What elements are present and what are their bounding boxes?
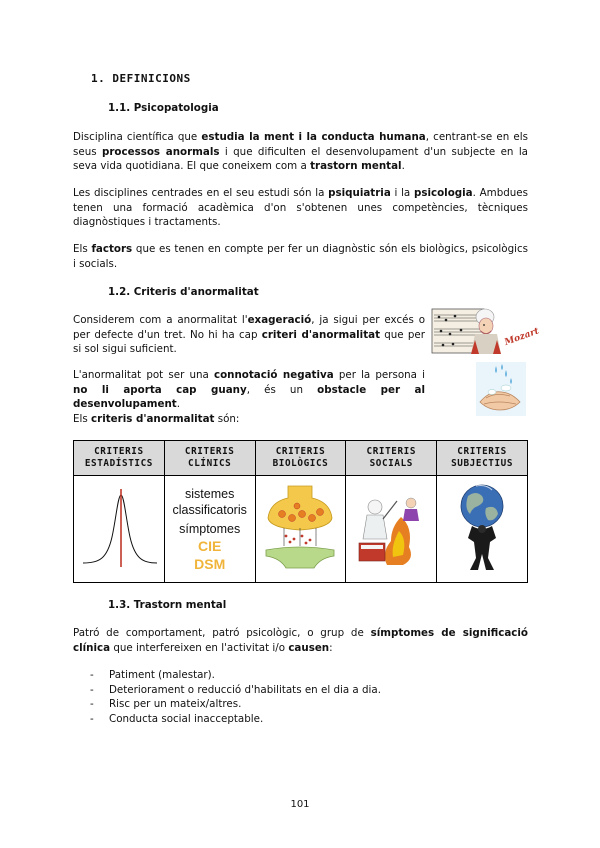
header-biologics: CRITERIS BIOLÒGICS	[255, 441, 346, 476]
page-number: 101	[290, 799, 310, 810]
cell-estadistics	[74, 476, 165, 583]
clinics-line-sistemes: sistemes	[185, 486, 235, 501]
criteria-table-image-row	[74, 476, 528, 583]
paragraph-connotacio: L'anormalitat pot ser una connotació negativa per la persona i no li aporta cap guany, és un obstacle per al desenvolupament.	[73, 369, 425, 411]
clinics-line-classificatoris: classificatoris	[172, 502, 247, 517]
atlas-globe-illustration	[442, 482, 522, 572]
subsection-title-criteris: 1.2. Criteris d'anormalitat	[108, 286, 259, 298]
mozart-caption: Mozart	[503, 326, 541, 348]
cell-biologics	[255, 476, 346, 583]
subsection-title-trastorn: 1.3. Trastorn mental	[108, 599, 227, 611]
list-item: - Conducta social inacceptable.	[90, 712, 381, 727]
normal-distribution-curve	[79, 485, 159, 569]
clinics-dsm: DSM	[194, 555, 226, 572]
header-clinics: CRITERIS CLÍNICS	[164, 441, 255, 476]
criteria-table-header-row	[74, 441, 528, 476]
criteria-table	[73, 440, 528, 583]
subsection-title-psicopatologia: 1.1. Psicopatologia	[108, 102, 219, 114]
clinics-cie: CIE	[198, 537, 222, 554]
synapse-illustration	[260, 484, 340, 570]
paragraph-factors: Els factors que es tenen en compte per fer un diagnòstic són els biològics, psicològics i socials.	[73, 243, 528, 270]
section-heading: 1. DEFINICIONS	[91, 72, 191, 85]
social-illustration	[351, 487, 431, 567]
symptoms-list	[90, 668, 381, 726]
paragraph-trastorn-definition: Patró de comportament, patró psicològic, o grup de símptomes de significació clínica que interfereixen en l'activitat i/o causen:	[73, 627, 528, 654]
list-item: - Risc per un mateix/altres.	[90, 697, 381, 712]
mozart-illustration	[431, 305, 541, 355]
paragraph-anormalitat: Considerem com a anormalitat l'exageració, ja sigui per excés o per defecte d'un tret. No hi ha cap criteri d'anormalitat que per si sol sigui suficient.	[73, 314, 425, 356]
cell-clinics	[164, 476, 255, 583]
header-socials: CRITERIS SOCIALS	[346, 441, 437, 476]
clinics-line-simptomes: símptomes	[179, 521, 241, 536]
paragraph-disciplines: Les disciplines centrades en el seu estudi són la psiquiatria i la psicologia. Ambdues tenen una formació acadèmica d'on s'obtenen unes competències, tècniques diagnòstiques i tractaments.	[73, 187, 529, 229]
header-estadistics: CRITERIS ESTADÍSTICS	[74, 441, 165, 476]
cell-socials	[346, 476, 437, 583]
header-subjectius: CRITERIS SUBJECTIUS	[437, 441, 528, 476]
paragraph-psicopatologia-definition: Disciplina científica que estudia la ment i la conducta humana, centrant-se en els seus processos anormals i que dificulten el desenvolupament d'un subjecte en la seva vida quotidiana. El que coneixem com a trastorn mental.	[73, 131, 528, 173]
paragraph-criteris-intro: Els criteris d'anormalitat són:	[73, 413, 240, 425]
cell-subjectius	[437, 476, 528, 583]
list-item: - Patiment (malestar).	[90, 668, 381, 683]
list-item: - Deteriorament o reducció d'habilitats en el dia a dia.	[90, 683, 381, 698]
hand-washing-illustration	[476, 362, 526, 416]
